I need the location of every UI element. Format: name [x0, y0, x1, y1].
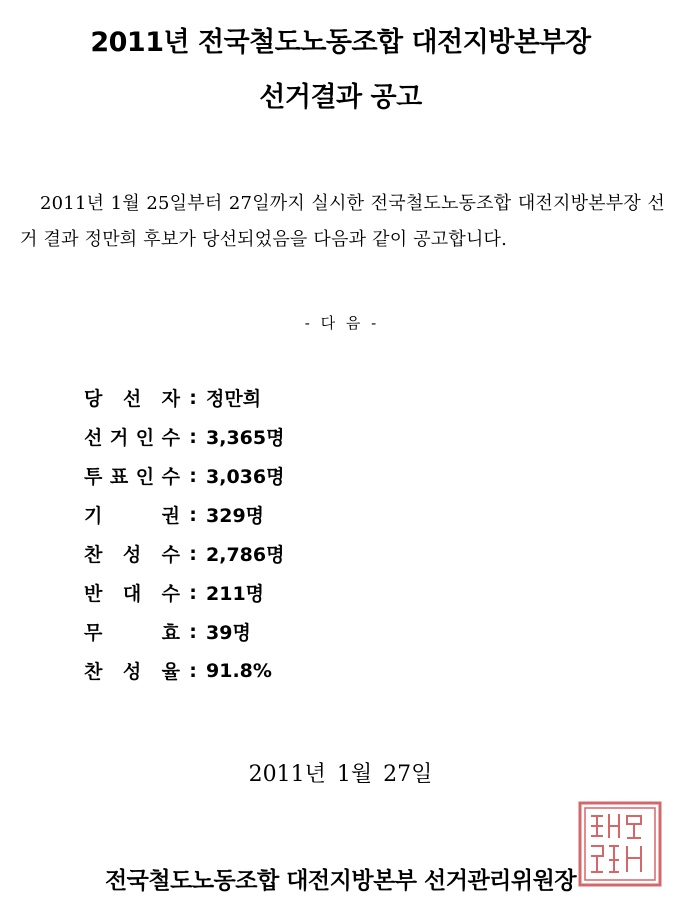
- result-label-char: 대: [122, 583, 142, 605]
- result-label: [84, 423, 180, 450]
- result-label-char: 표: [109, 466, 129, 488]
- result-label-char: 자: [161, 388, 180, 410]
- result-row: [84, 417, 284, 456]
- result-value: 3,365명: [206, 427, 285, 449]
- result-row: [84, 573, 284, 612]
- result-value: 39명: [206, 622, 251, 644]
- result-colon: :: [189, 581, 197, 604]
- result-label-char: 효: [161, 622, 180, 644]
- result-label: [84, 618, 180, 645]
- result-label: [84, 501, 180, 528]
- result-label-char: 투: [84, 466, 103, 488]
- separator-heading: - 다 음 -: [304, 314, 377, 332]
- result-label-char: 당: [84, 388, 103, 410]
- announcement-body: 2011년 1월 25일부터 27일까지 실시한 전국철도노동조합 대전지방본부장 선거 결과 정만희 후보가 당선되었음을 다음과 같이 공고합니다.: [20, 193, 665, 250]
- result-label-char: 찬: [84, 661, 103, 683]
- result-row: [84, 378, 284, 417]
- result-label: [84, 384, 180, 411]
- result-label-char: 무: [84, 622, 103, 644]
- result-label-char: 수: [161, 466, 180, 488]
- result-label-char: 수: [161, 544, 180, 566]
- result-label-char: 거: [109, 427, 129, 449]
- document-title-line-1: 2011년 전국철도노동조합 대전지방본부장: [90, 27, 591, 58]
- result-label-char: 권: [161, 505, 180, 527]
- result-label-char: 인: [135, 427, 155, 449]
- result-value: 329명: [206, 505, 265, 527]
- result-label: [84, 462, 180, 489]
- result-value: 3,036명: [206, 466, 285, 488]
- result-label: [84, 657, 180, 684]
- result-label-char: 수: [161, 583, 180, 605]
- result-value: 211명: [206, 583, 265, 605]
- result-colon: :: [189, 620, 197, 643]
- result-label-char: 반: [84, 583, 103, 605]
- issuer-signature: 전국철도노동조합 대전지방본부 선거관리위원장: [104, 868, 577, 894]
- result-label-char: 인: [135, 466, 155, 488]
- result-value: 2,786명: [206, 544, 285, 566]
- result-colon: :: [189, 425, 197, 448]
- result-label-char: 성: [122, 544, 142, 566]
- result-label-char: 율: [161, 661, 180, 683]
- result-label-char: 선: [122, 388, 142, 410]
- result-colon: :: [189, 542, 197, 565]
- result-label-char: 찬: [84, 544, 103, 566]
- result-label-char: 선: [84, 427, 103, 449]
- document-title-line-2: 선거결과 공고: [259, 82, 422, 113]
- result-value: 91.8%: [206, 659, 272, 682]
- result-colon: :: [189, 464, 197, 487]
- result-colon: :: [189, 503, 197, 526]
- result-colon: :: [189, 386, 197, 409]
- result-label-char: 기: [84, 505, 103, 527]
- election-results-list: [84, 378, 284, 690]
- result-label-char: 수: [161, 427, 180, 449]
- result-label: [84, 540, 180, 567]
- result-label-char: 성: [122, 661, 142, 683]
- result-row: [84, 456, 284, 495]
- result-row: [84, 534, 284, 573]
- result-row: [84, 612, 284, 651]
- result-colon: :: [189, 659, 197, 682]
- result-row: [84, 651, 284, 690]
- result-label: [84, 579, 180, 606]
- result-row: [84, 495, 284, 534]
- document-date: 2011년 1월 27일: [248, 762, 433, 787]
- result-value: 정만희: [206, 388, 262, 410]
